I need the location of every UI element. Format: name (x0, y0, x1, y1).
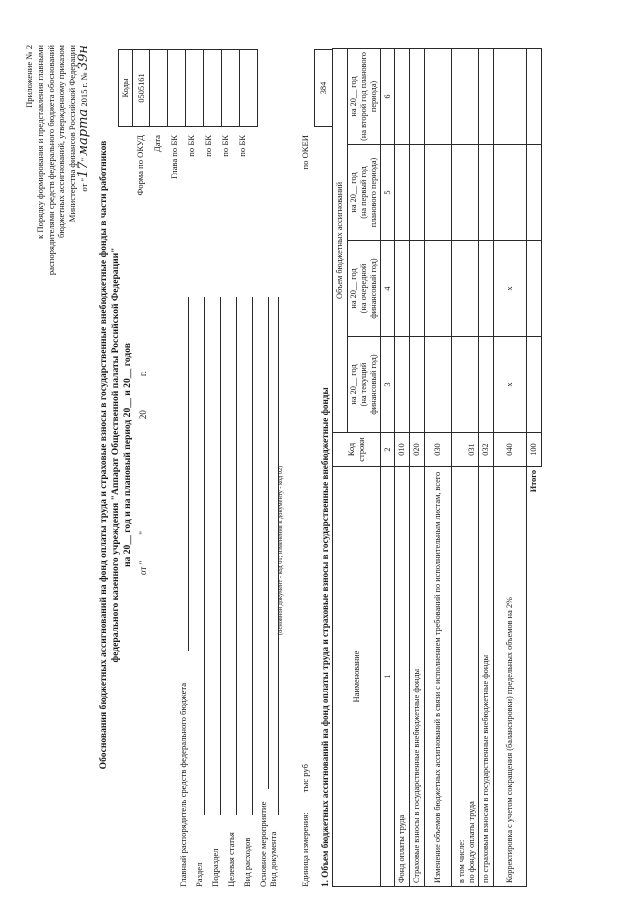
row-name: по страховым взносам в государственные внебюджетные фонды (479, 467, 494, 887)
row-value (494, 145, 527, 241)
row-code: 032 (479, 433, 494, 467)
row-value (425, 241, 452, 337)
row-value (410, 48, 425, 144)
unit-of-measure (300, 764, 310, 887)
label-chapter: Глава по БК (169, 135, 179, 180)
row-value (452, 241, 479, 337)
field-label: Раздел (194, 862, 204, 887)
row-value (425, 337, 452, 433)
field-underline (204, 297, 205, 815)
header-year-label: на 20__ год (349, 76, 358, 117)
field-underline (188, 297, 189, 651)
date-prefix: от " (138, 560, 148, 575)
bk-code-cell (204, 50, 222, 127)
row-value (395, 337, 410, 433)
row-subheading: в том числе: (457, 839, 466, 883)
header-year-note: (на второй год планового периода) (359, 52, 378, 141)
handwritten-day: 17 (75, 161, 91, 178)
header-year-note: (на очередной финансовый год) (359, 258, 378, 319)
header-year-plan-2 (348, 48, 381, 144)
bk-code-cell (240, 50, 258, 127)
column-number: 3 (381, 337, 395, 433)
unit-label: Единица измерения: (300, 812, 310, 887)
row-code: 020 (410, 433, 425, 467)
appendix-line: бюджетных ассигнований, утвержденному приказом (56, 45, 67, 239)
field-underline (236, 297, 237, 815)
codes-spacer (258, 50, 315, 127)
column-number: 1 (381, 467, 395, 887)
row-value (479, 145, 494, 241)
date-year: 20 (138, 410, 148, 420)
form-date-line (138, 371, 148, 575)
order-from-label: от " (78, 177, 89, 192)
form-title (98, 65, 134, 845)
field-budget-administrator (178, 297, 190, 887)
field-label: Вид расходов (242, 837, 252, 887)
column-number: 5 (381, 145, 395, 241)
table-row (425, 48, 452, 886)
header-name: Наименование (333, 467, 381, 887)
row-value (494, 48, 527, 144)
row-value (395, 241, 410, 337)
header-year-label: на 20__ год (349, 172, 358, 213)
total-value (527, 241, 542, 337)
row-value (395, 145, 410, 241)
label-bk: по БК (237, 135, 247, 157)
field-subsection (210, 297, 222, 887)
field-label: Вид документа (268, 831, 278, 887)
codes-header: Коды (119, 50, 133, 127)
total-value (527, 145, 542, 241)
handwritten-order-number: 39н (75, 45, 91, 71)
date-quote: " (138, 531, 148, 535)
order-year-label: 2015 г. № (78, 72, 89, 107)
total-row (527, 48, 542, 886)
header-year-label: на 20__ год (349, 268, 358, 309)
total-value (527, 48, 542, 144)
field-section (194, 297, 206, 887)
header-allocation-group: Объем бюджетных ассигнований (333, 48, 348, 432)
header-year-current (348, 337, 381, 433)
table-row (452, 48, 479, 886)
total-label: Итого (527, 467, 542, 887)
row-code: 010 (395, 433, 410, 467)
field-underline (252, 297, 253, 815)
allocations-table (332, 48, 542, 887)
row-value (452, 48, 479, 144)
row-name (452, 467, 479, 887)
appendix-line: Приложение № 2 (24, 45, 34, 108)
row-value (425, 145, 452, 241)
order-date-line: от "17" марта 2015 г. № 39н (75, 45, 91, 192)
okei-code-cell: 384 (315, 50, 333, 127)
row-name: Фонд оплаты труда (395, 467, 410, 887)
appendix-line: к Порядку формирования и представления главными (34, 45, 45, 239)
header-year-plan-1 (348, 145, 381, 241)
appendix-line: Министерства финансов Российской Федерации (67, 45, 78, 223)
document-type-note: (основной документ - код 01; изменения к документу - код 02) (277, 465, 284, 635)
table-row (479, 48, 494, 886)
row-value (410, 145, 425, 241)
total-code: 100 (527, 433, 542, 467)
title-line: на 20__ год и на плановый период 20__ и 20__ годов (122, 343, 133, 567)
row-name: Страховые взносы в государственные внебюджетные фонды (410, 467, 425, 887)
field-label: Подраздел (210, 848, 220, 887)
appendix-line: распорядителями средств федерального бюджета обоснований (45, 45, 56, 276)
label-okei: по ОКЕИ (300, 135, 310, 170)
label-bk: по БК (220, 135, 230, 157)
row-code: 030 (425, 433, 452, 467)
row-code: 040 (494, 433, 527, 467)
handwritten-month: марта (75, 108, 91, 156)
table-row (395, 48, 410, 886)
field-label: Целевая статья (226, 832, 236, 887)
total-value (527, 337, 542, 433)
field-label: Главный распорядитель средств федерального бюджета (178, 682, 188, 887)
column-number: 4 (381, 241, 395, 337)
row-name: Корректировка с учетом сокращения (балансировки) предельных объемов на 2% (494, 467, 527, 887)
bk-code-cell (186, 50, 204, 127)
chapter-code-cell (168, 50, 186, 127)
bk-code-cell (222, 50, 240, 127)
row-value (452, 145, 479, 241)
header-code: Код строки (333, 433, 381, 467)
row-value (479, 337, 494, 433)
row-value (410, 337, 425, 433)
table-row (410, 48, 425, 886)
label-date: Дата (152, 135, 162, 153)
field-underline (220, 297, 221, 815)
row-value (479, 241, 494, 337)
date-suffix: г. (138, 371, 148, 377)
row-value: x (494, 241, 527, 337)
row-value (479, 48, 494, 144)
label-okud: Форма по ОКУД (135, 135, 145, 196)
codes-box (118, 49, 333, 127)
label-bk: по БК (203, 135, 213, 157)
title-line: федерального казенного учреждения "Аппарат Общественной палаты Российской Федерации" (110, 247, 121, 663)
row-value: x (494, 337, 527, 433)
column-number-row (381, 48, 395, 886)
unit-value: тыс руб (300, 764, 310, 793)
appendix-header (24, 45, 90, 385)
row-value (410, 241, 425, 337)
header-year-next (348, 241, 381, 337)
field-label: Основное мероприятие (258, 801, 268, 887)
section-title: 1. Объем бюджетных ассигнований на фонд оплаты труда и страховые взносы в государственные внебюджетные фонды (320, 387, 330, 887)
column-number: 6 (381, 48, 395, 144)
table-row (494, 48, 527, 886)
row-value (395, 48, 410, 144)
header-year-note: (на текущий финансовый год) (359, 354, 378, 415)
row-code: 031 (452, 433, 479, 467)
title-line: Обоснования бюджетных ассигнований на фонд оплаты труда и страховые взносы в государственные внебюджетные фонды в части работников (98, 140, 109, 770)
row-value (425, 48, 452, 144)
header-year-note: (на первый год планового периода) (359, 157, 378, 228)
row-name-text: по фонду оплаты труда (467, 801, 476, 883)
date-code-cell (150, 50, 168, 127)
row-name: Изменение объемов бюджетных ассигнований в связи с исполнением требований по исполнительным листам, всего (425, 467, 452, 887)
header-year-label: на 20__ год (349, 364, 358, 405)
field-expense-type (242, 297, 254, 887)
field-target-item (226, 297, 238, 887)
column-number: 2 (381, 433, 395, 467)
label-bk: по БК (186, 135, 196, 157)
okud-code-cell: 0505161 (133, 50, 150, 127)
row-value (452, 337, 479, 433)
